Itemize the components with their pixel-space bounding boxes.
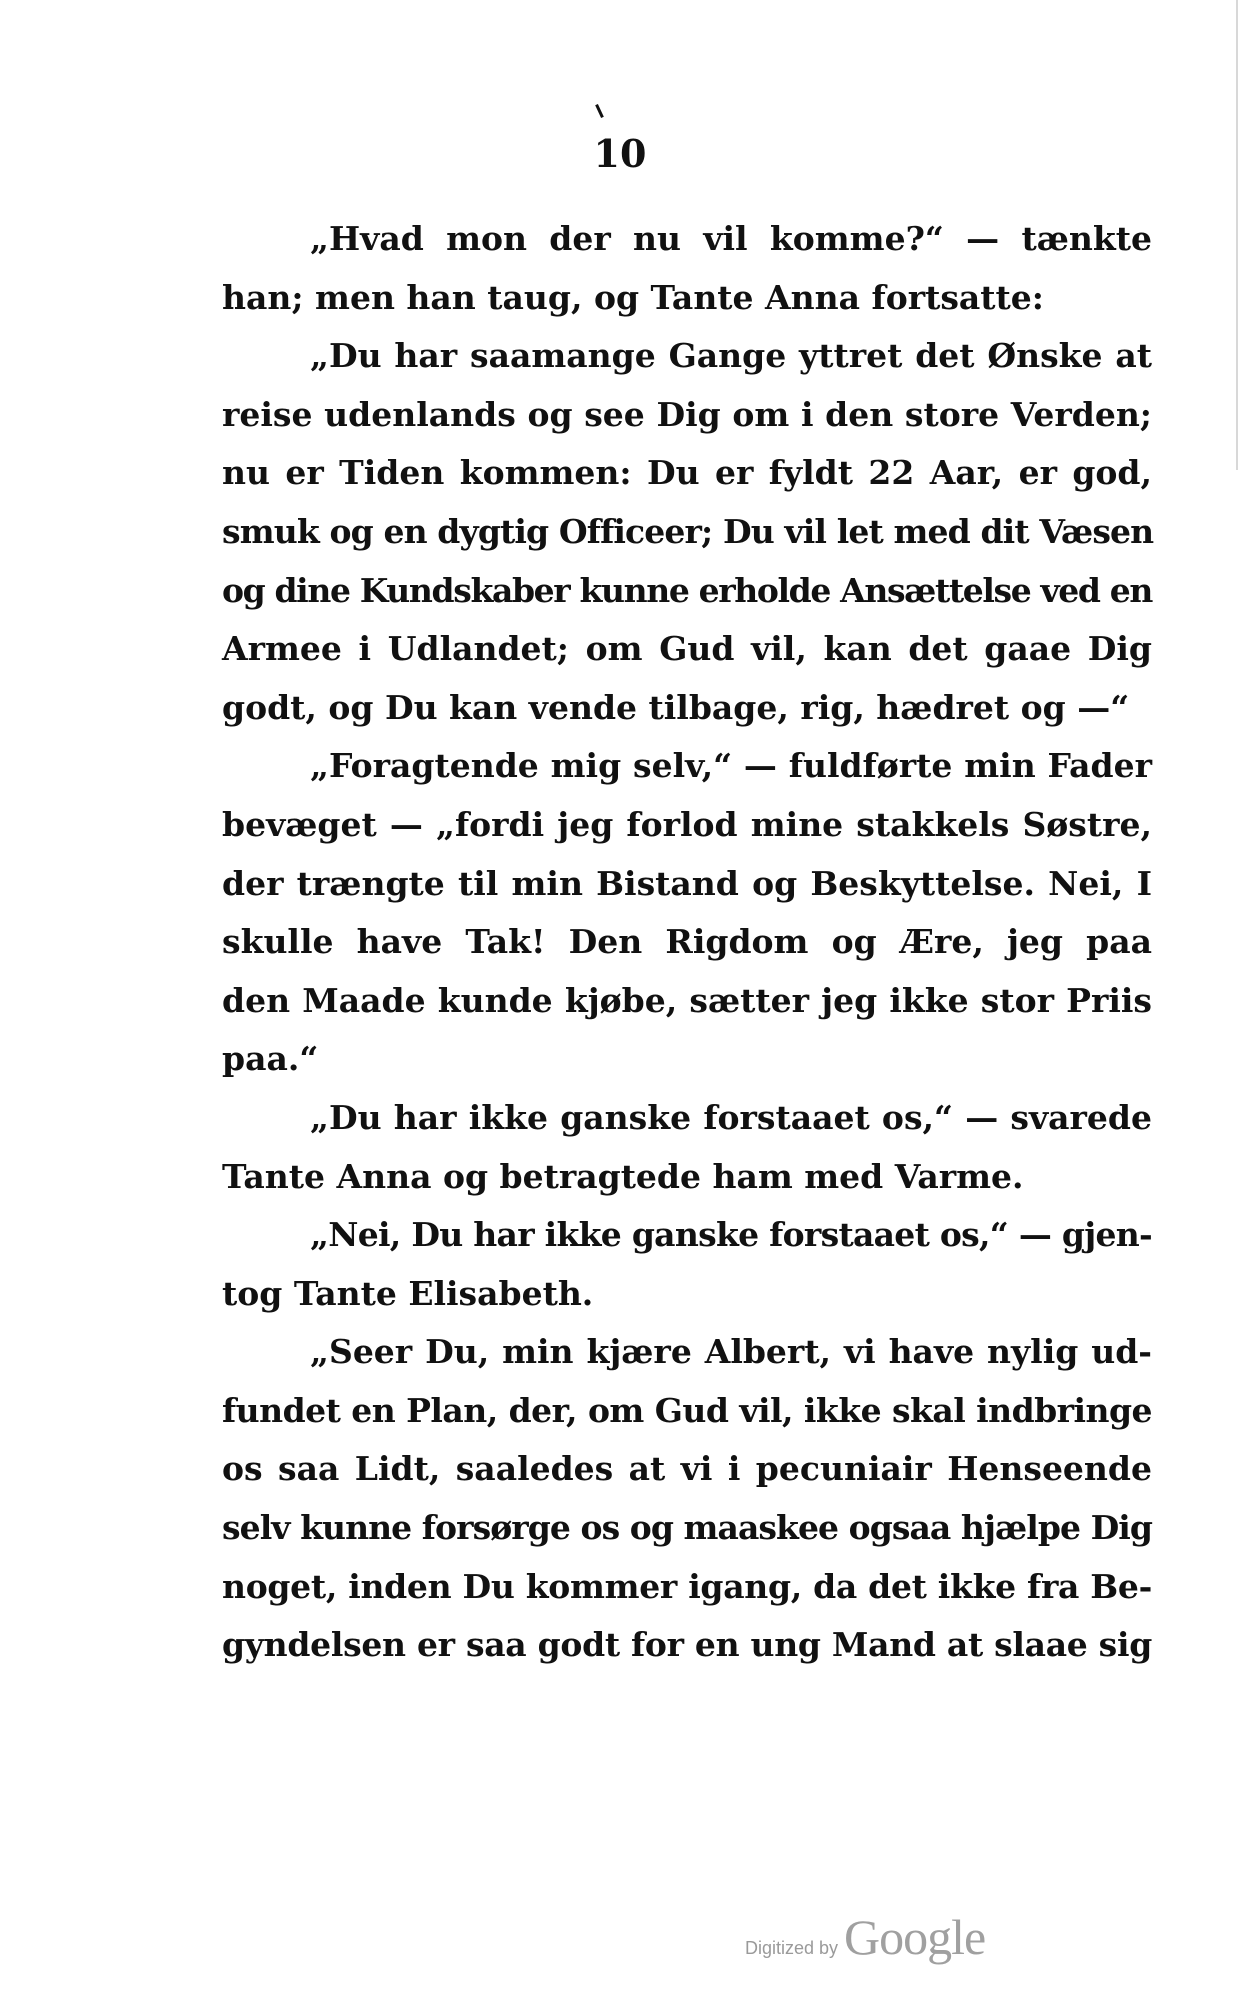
google-logo: Google (844, 1909, 986, 1965)
text-line: bevæget — „fordi jeg forlod mine stakkels Søstre, (222, 804, 1152, 844)
text-line: skulle have Tak! Den Rigdom og Ære, jeg paa (222, 922, 1152, 962)
text-line: Tante Anna og betragtede ham med Varme. (222, 1156, 1024, 1196)
text-line: „Hvad mon der nu vil komme?“ — tænkte (310, 219, 1152, 258)
page-number: 10 (593, 131, 647, 176)
text-line: tog Tante Elisabeth. (222, 1273, 594, 1313)
text-line: nu er Tiden kommen: Du er fyldt 22 Aar, er god, (222, 453, 1152, 493)
text-line: og dine Kundskaber kunne erholde Ansættelse ved en (222, 570, 1152, 610)
text-line: selv kunne forsørge os og maaskee ogsaa hjælpe Dig (222, 1508, 1152, 1548)
text-line: „Du har ikke ganske forstaaet os,“ — svarede (310, 1097, 1152, 1137)
text-line: „Seer Du, min kjære Albert, vi have nylig ud- (310, 1332, 1152, 1372)
text-line: reise udenlands og see Dig om i den store Verden; (222, 394, 1152, 434)
text-line: „Nei, Du har ikke ganske forstaaet os,“ — gjen- (310, 1215, 1152, 1255)
text-line: godt, og Du kan vende tilbage, rig, hædret og —“ (222, 687, 1130, 727)
digitized-label: Digitized by (745, 1938, 839, 1958)
digitized-footer (745, 1908, 985, 1966)
text-line: smuk og en dygtig Officeer; Du vil let med dit Væsen (222, 511, 1154, 551)
text-line: noget, inden Du kommer igang, da det ikke fra Be- (222, 1566, 1153, 1606)
text-line: Armee i Udlandet; om Gud vil, kan det gaae Dig (222, 629, 1152, 669)
text-line: der trængte til min Bistand og Beskyttelse. Nei, I (222, 863, 1152, 903)
page-edge-line (1236, 0, 1238, 470)
stray-mark (595, 104, 604, 118)
text-line: „Du har saamange Gange yttret det Ønske at (310, 336, 1152, 376)
text-line: „Foragtende mig selv,“ — fuldførte min Fader (310, 746, 1152, 786)
text-line: fundet en Plan, der, om Gud vil, ikke skal indbringe (222, 1390, 1152, 1430)
text-line: os saa Lidt, saaledes at vi i pecuniair Henseende (222, 1449, 1152, 1489)
body-text (222, 210, 1152, 1675)
text-line: gyndelsen er saa godt for en ung Mand at slaae sig (222, 1625, 1152, 1665)
text-line: den Maade kunde kjøbe, sætter jeg ikke stor Priis (222, 980, 1152, 1020)
text-line: paa.“ (222, 1039, 319, 1079)
text-line: han; men han taug, og Tante Anna fortsatte: (222, 277, 1044, 317)
